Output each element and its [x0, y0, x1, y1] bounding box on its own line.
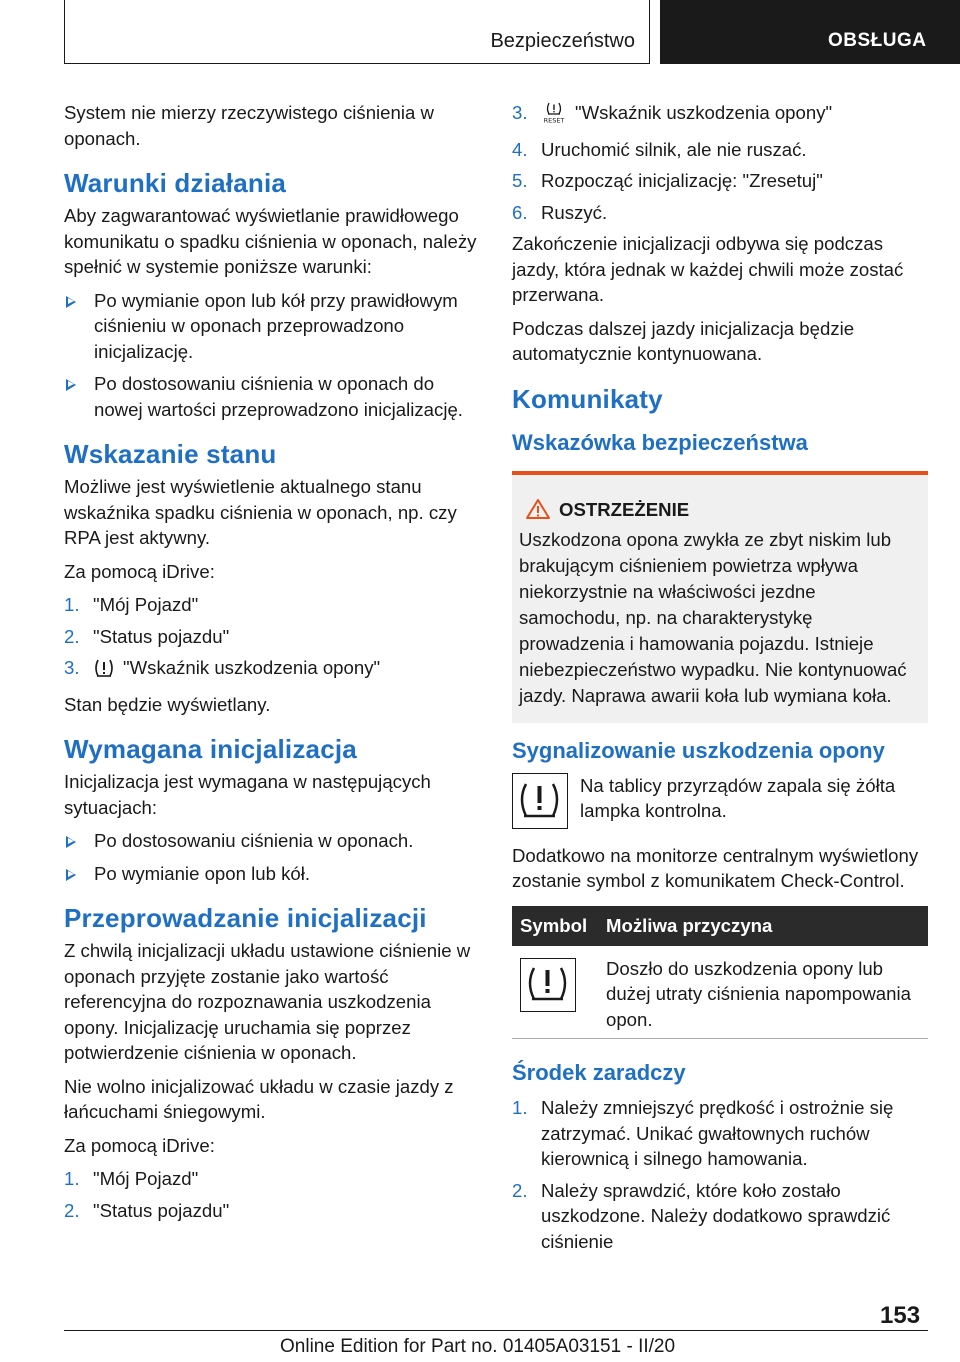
init-p2: Podczas dalszej jazdy inicjalizacja będzie automatycznie kontynuowana.: [512, 317, 855, 364]
list-item: Po wymianie opon lub kół przy prawidłowym ciśnieniu w oponach przeprowadzono inicjalizację.: [64, 288, 478, 365]
list-item: 2. Należy sprawdzić, które koło zostało uszkodzone. Należy dodatkowo sprawdzić ciśnienie: [512, 1179, 891, 1252]
przeprow-steps: [64, 1166, 478, 1223]
list-triangle-bullet-icon: [66, 869, 76, 881]
tire-pressure-warning-icon: [520, 958, 576, 1012]
table-cell-cause: Doszło do uszkodzenia opony lub dużej utraty ciśnienia napompowania opon.: [598, 946, 928, 1039]
list-triangle-bullet-icon: [66, 836, 76, 848]
heading-wskazowka: Wskazówka bezpieczeństwa: [512, 429, 808, 455]
przeprow-p1: Z chwilą inicjalizacji układu ustawione ciśnienie w oponach przyjęte zostanie jako wartość referencyjna do rozpoznawania uszkodzenia opony. Inicjalizację uruchamia się poprzez potwierdzenie ciśnienia w oponach.: [64, 940, 471, 1063]
init-steps: [512, 100, 928, 225]
footer-divider: [64, 1330, 928, 1331]
header-chapter-title: OBSŁUGA: [828, 30, 927, 51]
heading-przeprowadzanie: Przeprowadzanie inicjalizacji: [64, 903, 427, 933]
page-number: 153: [880, 1302, 921, 1329]
warunki-list: [64, 288, 478, 423]
heading-srodek: Środek zaradczy: [512, 1060, 686, 1085]
table-header-row: [512, 906, 928, 946]
list-item: 2. "Status pojazdu": [64, 1199, 230, 1221]
table-row: [512, 946, 928, 1039]
warning-triangle-icon: [525, 498, 551, 527]
warning-box: [512, 471, 928, 723]
header-chapter-box: [660, 0, 960, 64]
list-item: 3. "Wskaźnik uszkodzenia opony": [64, 655, 478, 686]
list-item: 4. Uruchomić silnik, ale nie ruszać.: [512, 138, 807, 160]
tire-pressure-reset-icon: [541, 102, 567, 131]
stan-steps: [64, 592, 478, 686]
heading-komunikaty: Komunikaty: [512, 383, 663, 414]
list-item: 6. Ruszyć.: [512, 201, 608, 223]
przeprow-idrive: Za pomocą iDrive:: [64, 1134, 215, 1156]
list-item: 5. Rozpocząć inicjalizację: "Zresetuj": [512, 170, 823, 191]
header-section-title: Bezpieczeństwo: [490, 30, 635, 52]
signal-text: Na tablicy przyrządów zapala się żółta lampka kontrolna.: [580, 774, 896, 821]
left-column: [64, 100, 478, 1229]
table-header-cause: Możliwa przyczyna: [598, 906, 928, 946]
footer-edition: Online Edition for Part no. 01405A03151 - II/20: [280, 1336, 676, 1357]
list-item: 1. "Mój Pojazd": [64, 594, 199, 615]
list-item: Po wymianie opon lub kół.: [64, 861, 478, 887]
warning-title: OSTRZEŻENIE: [519, 497, 920, 523]
heading-wymagana: Wymagana inicjalizacja: [64, 734, 357, 764]
tire-pressure-warning-icon: [512, 773, 568, 829]
table-header-symbol: Symbol: [512, 906, 598, 946]
warning-text: Uszkodzona opona zwykła ze zbyt niskim lub brakującym ciśnieniem powietrza wpływa niekorzystnie na właściwości jezdne samochodu, np. na charakterystykę prowadzenia i hamowania pojazdu. Istnieje niebezpieczeństwo wypadku. Nie kontynuować jazdy. Naprawa awarii koła lub wymiana koła.: [519, 528, 907, 706]
header-section-box: [64, 0, 650, 64]
srodek-steps: [512, 1095, 928, 1254]
signal-row: [512, 773, 928, 831]
list-triangle-bullet-icon: [66, 296, 76, 308]
list-triangle-bullet-icon: [66, 379, 76, 391]
heading-stan: Wskazanie stanu: [64, 439, 277, 469]
stan-after: Stan będzie wyświetlany.: [64, 693, 271, 715]
wymagana-list: [64, 828, 478, 886]
list-item: 3. RESET "Wskaźnik uszkodzenia opony": [512, 100, 928, 131]
symbol-table: [512, 906, 928, 1040]
wymagana-text: Inicjalizacja jest wymagana w następujących sytuacjach:: [64, 771, 431, 818]
stan-text: Możliwe jest wyświetlenie aktualnego stanu wskaźnika spadku ciśnienia w oponach, np. czy RPA jest aktywny.: [64, 476, 457, 548]
init-p1: Zakończenie inicjalizacji odbywa się podczas jazdy, która jednak w każdej chwili może zostać przerwana.: [512, 233, 904, 305]
heading-sygnalizowanie: Sygnalizowanie uszkodzenia opony: [512, 737, 885, 763]
przeprow-p2: Nie wolno inicjalizować układu w czasie jazdy z łańcuchami śniegowymi.: [64, 1075, 454, 1122]
intro-text: System nie mierzy rzeczywistego ciśnienia w oponach.: [64, 102, 434, 149]
list-item: 1. "Mój Pojazd": [64, 1168, 199, 1189]
stan-idrive: Za pomocą iDrive:: [64, 560, 215, 582]
heading-warunki: Warunki działania: [64, 168, 287, 198]
reset-label: RESET: [543, 116, 565, 124]
list-item: Po dostosowaniu ciśnienia w oponach do nowej wartości przeprowadzono inicjalizację.: [64, 371, 478, 422]
warunki-text: Aby zagwarantować wyświetlanie prawidłowego komunikatu o spadku ciśnienia w oponach, należy spełnić w systemie poniższe warunki:: [64, 205, 477, 277]
tire-pressure-warning-icon: [93, 657, 115, 686]
dodatkowo-text: Dodatkowo na monitorze centralnym wyświetlony zostanie symbol z komunikatem Check-Control.: [512, 844, 919, 891]
right-column: [512, 100, 928, 1260]
list-item: Po dostosowaniu ciśnienia w oponach.: [64, 828, 478, 854]
list-item: 1. Należy zmniejszyć prędkość i ostrożnie się zatrzymać. Unikać gwałtownych ruchów kierownicą i silnego hamowania.: [512, 1097, 894, 1169]
list-item: 2. "Status pojazdu": [64, 625, 230, 647]
